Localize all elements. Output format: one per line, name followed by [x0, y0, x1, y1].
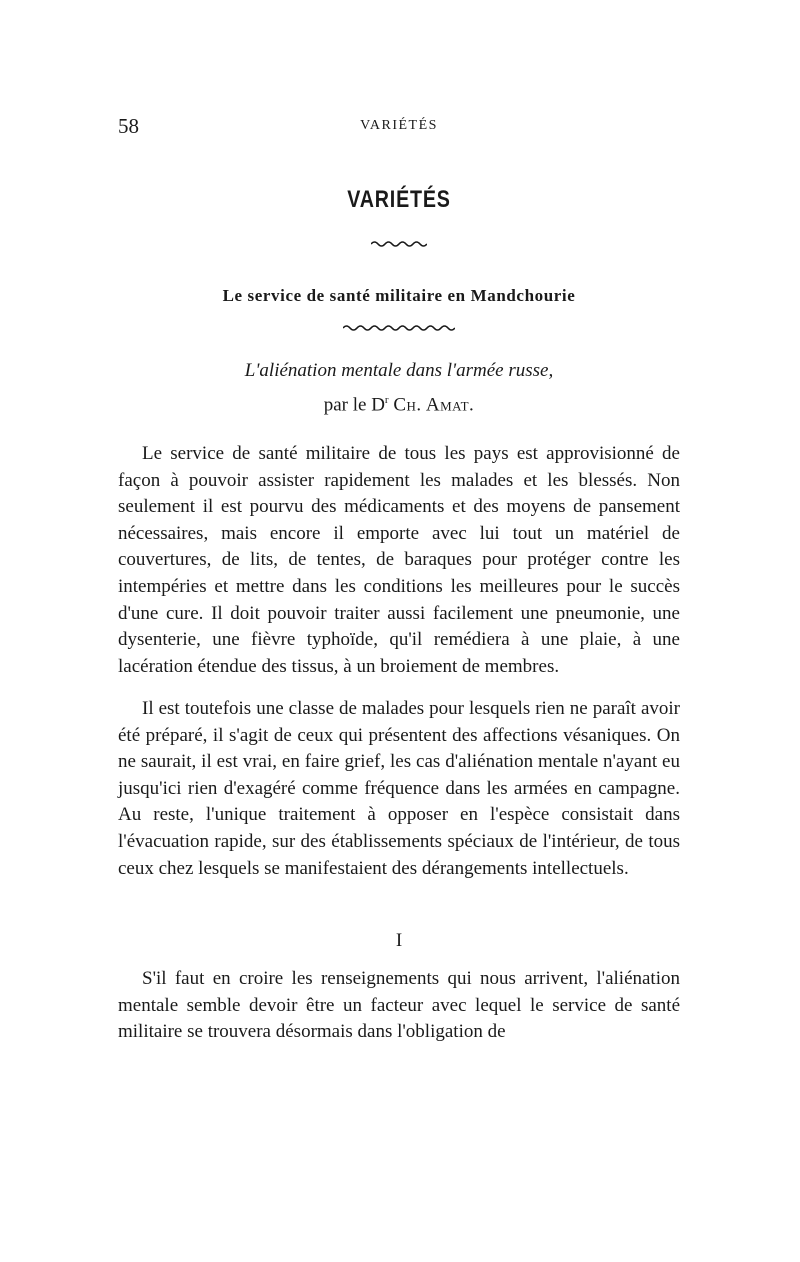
wavy-ornament-short	[118, 240, 680, 250]
byline	[118, 394, 680, 416]
article-title: Le service de santé militaire en Mandchourie	[222, 286, 576, 305]
wavy-rule-icon	[371, 240, 427, 248]
byline-superscript: r	[384, 394, 389, 406]
paragraph-3	[118, 966, 680, 1046]
paragraph-text: S'il faut en croire les renseignements qui nous arrivent, l'aliénation mentale semble devoir être un facteur avec lequel le service de santé militaire se trouvera désormais dans l'obligation de	[118, 968, 680, 1043]
paragraph-1	[118, 441, 680, 680]
paragraph-text: Le service de santé militaire de tous les pays est approvisionné de façon à pouvoir assister rapidement les malades et les blessés. Non seulement il est pourvu des médicaments et des moyens de pansement nécessaires, mais encore il emporte avec lui tout un matériel de couvertures, de lits, de tentes, de baraques pour protéger contre les intempéries et mettre dans les conditions les meilleures pour le succès d'une cure. Il doit pouvoir traiter aussi facilement une pneumonie, une dysenterie, une fièvre typhoïde, qu'il remédiera à une plaie, à une lacération étendue des tissus, à un broiement de membres.	[118, 443, 680, 677]
paragraph-text: Il est toutefois une classe de malades pour lesquels rien ne paraît avoir été préparé, il s'agit de ceux qui présentent des affections vésaniques. On ne saurait, il est vrai, en faire grief, les cas d'aliénation mentale n'ayant eu jusqu'ici rien d'exagéré comme fréquence dans les armées en campagne. Au reste, l'unique traitement à opposer en l'espèce consistait dans l'évacuation rapide, sur des établissements spéciaux de l'intérieur, de tous ceux chez lesquels se manifestaient des dérangements intellectuels.	[118, 698, 680, 879]
author-name: Ch. Amat.	[393, 394, 475, 416]
page-number: 58	[118, 114, 139, 138]
running-title: VARIÉTÉS	[360, 118, 438, 133]
wavy-ornament-long	[118, 324, 680, 334]
byline-prefix: par le D	[323, 394, 385, 416]
running-head	[118, 114, 680, 138]
section-title: VARIÉTÉS	[347, 186, 451, 213]
section-numeral: I	[395, 930, 403, 951]
paragraph-2	[118, 696, 680, 882]
article-subtitle: L'aliénation mentale dans l'armée russe,	[244, 360, 554, 381]
wavy-rule-icon	[343, 324, 455, 332]
